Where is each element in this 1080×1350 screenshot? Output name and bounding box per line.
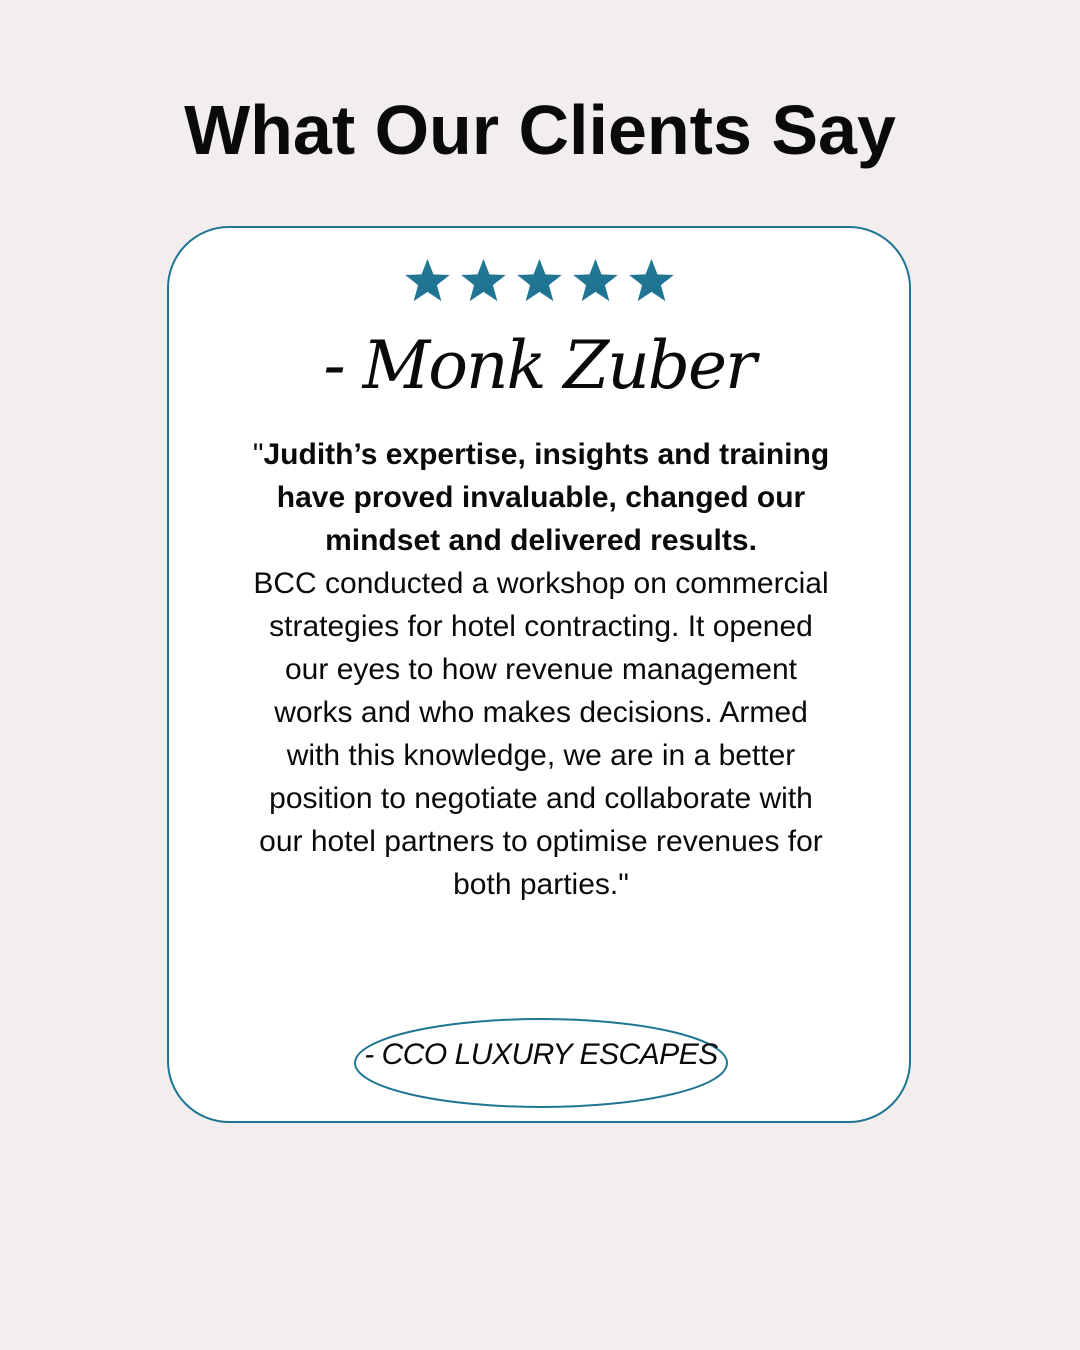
star-rating [169, 258, 909, 305]
star-icon [627, 258, 676, 305]
testimonial-quote [249, 433, 833, 906]
star-icon [515, 258, 564, 305]
quote-body: BCC conducted a workshop on commercial strategies for hotel contracting. It opened our eyes to how revenue management works and who makes decisions. Armed with this knowledge, we are in a better position to negotiate and collaborate with our hotel partners to optimise revenues for both parties." [253, 567, 829, 901]
star-icon [403, 258, 452, 305]
star-icon [571, 258, 620, 305]
star-icon [459, 258, 508, 305]
testimonial-card [167, 226, 911, 1123]
testimonial-source: - CCO LUXURY ESCAPES [364, 1038, 718, 1071]
quote-open-mark: " [252, 438, 264, 471]
source-badge [353, 1017, 729, 1109]
page-title: What Our Clients Say [184, 91, 896, 169]
testimonial-author: - Monk Zuber [323, 327, 755, 404]
quote-highlight: Judith’s expertise, insights and training have proved invaluable, changed our mindset and delivered results. [263, 438, 830, 557]
